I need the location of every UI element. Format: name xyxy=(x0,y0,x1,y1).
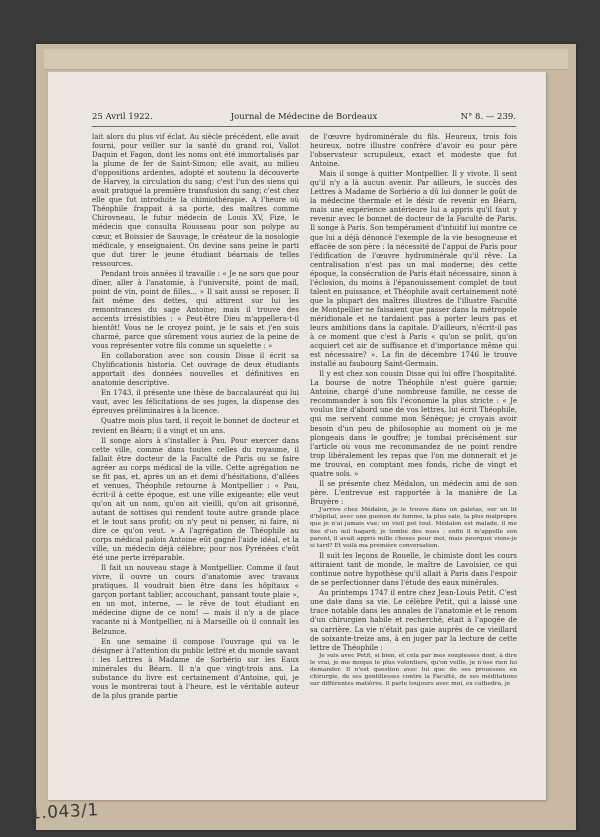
paragraph: Il y est chez son cousin Disse qui lui offre l'hospitalité. La bourse de notre Théophile n'est guère garnie; Antoine, chargé d'une nombreuse famille, ne cesse de recommander à son fils l'économie la plus stricte : « Je voulus lire d'abord une de vos lettres, lui écrit Théophile, qui me servent comme mon Sénèque; je croyais avoir besoin d'un peu de philosophie au moment où je me plongeais dans le gouffre; je tombai précisément sur l'article où vous me recommandez de ne point rendre trop libéralement les repas que l'on me donnerait et je me trouvai, en comptant mes fonds, riche de vingt et quatre sols. » xyxy=(310,369,517,478)
paragraph: En collaboration avec son cousin Disse il écrit sa Chylificationis historia. Cet ouvrage de deux étudiants apportait des données nouvelles et définitives en anatomie descriptive. xyxy=(92,351,299,388)
header-journal-title: Journal de Médecine de Bordeaux xyxy=(230,112,378,122)
paragraph: Quatre mois plus tard, il reçoit le bonnet de docteur et revient en Béarn; il a vingt et un ans. xyxy=(92,416,299,435)
right-column xyxy=(310,132,517,780)
paragraph: Il suit les leçons de Rouelle, le chimiste dont les cours attiraient tant de monde, le maître de Lavoisier, ce qui continue notre hypothèse qu'il allait à Paris dans l'espoir de se perfectionner dans l'étude des eaux minérales. xyxy=(310,551,517,588)
paragraph: Mais il songe à quitter Montpellier. Il y vivote. Il sent qu'il n'y a là aucun avenir. Par ailleurs, le succès des Lettres à Madame de Sorbério a dû lui donner le goût de la médecine thermale et le désir de revenir en Béarn, mais une expérience antérieure lui a appris qu'il faut y revenir avec le bonnet de docteur de la Faculté de Paris. Il songe à Paris. Son tempérament d'intuitif lui montre ce que lui a déjà dénoncé l'exemple de la vie besogneuse et effacée de son père : la nécessité de l'appui de Paris pour l'édification de l'œuvre hydrominérale qu'il rêve. La centralisation n'est pas un mal moderne; dès cette époque, la consécration de Paris était nécessaire, sinon à l'éclosion, du moins à l'épanouissement complet de tout talent en puissance, et Théophile avait certainement noté que la plupart des maîtres illustres de l'illustre Faculté de Montpellier ne faisaient que passer dans la métropole méridionale et ne tardaient pas à porter leurs pas et leurs ambitions dans la capitale. D'ailleurs, n'écrit-il pas à ce moment que c'est à Paris « qu'on se polit, qu'on acquiert cet air de suffisance et d'importance même qui est nécessaire? ». La fin de décembre 1746 le trouve installé au faubourg Saint-Germain. xyxy=(310,169,517,369)
paragraph: de l'œuvre hydrominérale du fils. Heureux, trois fois heureux, notre illustre confrère d'avoir eu pour père l'observateur scrupuleux, exact et modeste que fut Antoine. xyxy=(310,132,517,169)
left-column xyxy=(92,132,299,780)
paragraph: En 1743, il présente une thèse de baccalauréat qui lui vaut, avec les félicitations de ses juges, la dispense des épreuves préliminaires à la licence. xyxy=(92,388,299,416)
paragraph: En une semaine il compose l'ouvrage qui va le désigner à l'attention du public lettré et du monde savant : les Lettres à Madame de Sorbério sur les Eaux minérales du Béarn. Il n'a que vingt-trois ans. La substance du livre est certainement d'Antoine, qui, je vous le montrerai tout à l'heure, est le véritable auteur de la plus grande partie xyxy=(92,636,299,700)
paragraph: lait alors du plus vif éclat. Au siècle précédent, elle avait fourni, pour veiller sur la santé du grand roi, Vallot Daquin et Fagon, dont les noms ont été immortalisés par la plume de fer de Saint-Simon; elle avait, au milieu d'oppositions ardentes, adopté et soutenu la découverte de Harvey, la circulation du sang; c'est l'un des siens qui avait pratiqué la première transfusion du sang; c'est chez elle que fut introduite la chimiothérapie. A l'heure où Théophile frappait à sa porte, des maîtres comme Chirovneau, le futur médecin de Louis XV, Fize, le médecin que consulta Rousseau pour son polype au cœur, et Boissier de Sauvage, le créateur de la nosologie médicale, y enseignaient. On devine sans peine le parti que dut tirer le jeune étudiant béarnais de telles ressources. xyxy=(92,132,299,268)
paragraph: Il fait un nouveau stage à Montpellier. Comme il faut vivre, il ouvre un cours d'anatomie avec travaux pratiques. Il voudrait bien être dans les hôpitaux « garçon portant tablier, accouchant, pansant toute plaie », en un mot, interne, — le rêve de tout étudiant en médecine digne de ce nom! — mais il n'y a de place vacante ni à Montpellier, ni à Marseille où il connaît les Belzunce. xyxy=(92,563,299,636)
running-header xyxy=(92,112,516,127)
paragraph: Au printemps 1747 il entre chez Jean-Louis Petit. C'est une date dans sa vie. Le célèbre Petit, qui a laissé une trace notable dans les annales de l'anatomie et le renom d'un chirurgien habile et recherché, était à l'apogée de sa carrière. La vie n'était pas gaie auprès de ce vieillard de soixante-treize ans, à en juger par la lecture de cette lettre de Théophile : xyxy=(310,588,517,652)
header-date: 25 Avril 1922. xyxy=(92,112,153,122)
quoted-passage: J'arrive chez Médalon, je le trouve dans un galetas, sur un lit d'hôpital, avec une guenon de femme, la plus sale, la plus malpropre que je n'ai jamais vue; un vieil pot tout. Médalon est malade, il me fixe d'un œil hagard; je tombe des nues : enfin il m'appelle son parent, il avait appris mille choses pour moi, mais pourquoi viens-je si tard? Et voilà ma première conversation. xyxy=(310,506,517,549)
paragraph: Il songe alors à s'installer à Pau. Pour exercer dans cette ville, comme dans toutes celles du royaume, il fallait être docteur de la Faculté de Paris ou se faire agréer au corps médical de la ville. Cette agrégation ne se fit pas, et, après un an et demi d'hésitations, d'allées et venues, Théophile retourne à Montpellier : « Pau, écrit-il à cette époque, est une ville exigeante; elle veut qu'on ait un nom, qu'on ait vieilli, qu'on ait grisonné, autant de sottises qui rendent toute autre grande place et le tout sans profit; on n'y peut ni penser, ni faire, ni dire ce qu'on veut. » A l'agrégation de Théophile au corps médical palois Antoine eût gagné l'aide idéal, et la ville, un médecin déjà célèbre; pour nos Pyrénées c'eût été une perte irréparable. xyxy=(92,435,299,563)
header-issue-page: N° 8. — 239. xyxy=(460,112,516,122)
backing-top-strip xyxy=(44,49,568,70)
journal-page xyxy=(48,72,546,800)
quoted-passage: Je suis avec Petit, si bien, et cela par mes souplesses dont, à dire le vrai, je me moque le plus volontiers, qu'on veille, je n'ose rien lui demander. Il n'est question avec lui que de ses prouesses en chirurgie, de ses gentillesses contre la Faculté, de ses méditations sur différentes matières. Il parle toujours avec moi, ex cathedra, je xyxy=(310,652,517,688)
paragraph: Il se présente chez Médalon, un médecin ami de son père. L'entrevue est rapportée à la manière de La Bruyère : xyxy=(310,478,517,506)
handwritten-inventory-number: 1.043/1 xyxy=(29,800,100,824)
paragraph: Pendant trois années il travaille : « Je ne sors que pour dîner, aller à l'anatomie, à l'université, point de mail, point de vin, point de filles... » Il sait aussi se reposer. Il fait même des dettes, qui attirent sur lui les remontrances du sage Antoine; mais il trouve des accents irrésistibles : « Peut-être Dieu m'appellera-t-il bientôt! Vous ne le croyez point, je le sais et j'en suis charmé, parce que sûrement vous auriez de la peine de vous représenter votre fils comme un squelette : » xyxy=(92,268,299,351)
